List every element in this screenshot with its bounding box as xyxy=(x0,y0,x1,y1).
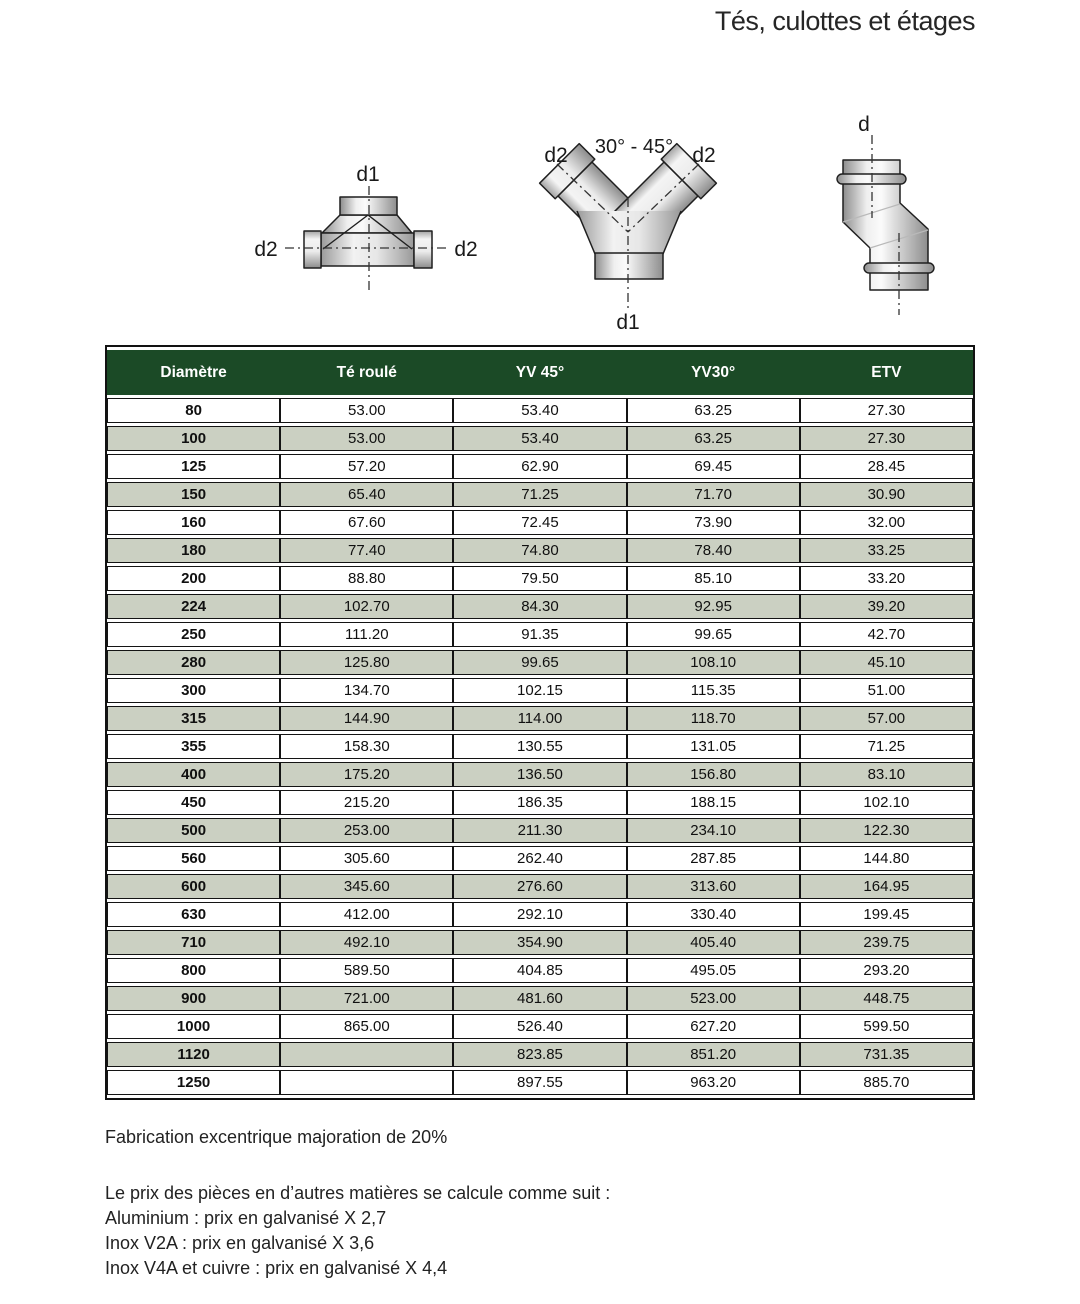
pricing-notes xyxy=(105,1181,610,1281)
pricing-intro: Le prix des pièces en d’autres matières se calcule comme suit : xyxy=(105,1183,611,1203)
price-cell: 287.85 xyxy=(627,846,800,871)
diameter-cell: 180 xyxy=(107,538,280,563)
note-fabrication: Fabrication excentrique majoration de 20% xyxy=(105,1127,448,1147)
price-cell: 823.85 xyxy=(453,1042,626,1067)
price-cell: 57.20 xyxy=(280,454,453,479)
price-cell: 199.45 xyxy=(800,902,973,927)
price-cell: 125.80 xyxy=(280,650,453,675)
price-cell: 627.20 xyxy=(627,1014,800,1039)
price-cell: 118.70 xyxy=(627,706,800,731)
table-row xyxy=(107,426,973,451)
table-row xyxy=(107,958,973,983)
diameter-cell: 125 xyxy=(107,454,280,479)
column-header-diametre: Diamètre xyxy=(107,350,280,395)
wye-label-d2-right: d2 xyxy=(692,144,716,167)
price-cell: 293.20 xyxy=(800,958,973,983)
price-cell: 33.20 xyxy=(800,566,973,591)
table-row xyxy=(107,398,973,423)
diameter-cell: 1120 xyxy=(107,1042,280,1067)
wye-angle-label: 30° - 45° xyxy=(594,136,674,158)
price-cell: 99.65 xyxy=(627,622,800,647)
price-cell: 51.00 xyxy=(800,678,973,703)
price-cell: 164.95 xyxy=(800,874,973,899)
price-cell: 39.20 xyxy=(800,594,973,619)
price-cell: 99.65 xyxy=(453,650,626,675)
table-row xyxy=(107,510,973,535)
price-cell: 115.35 xyxy=(627,678,800,703)
price-cell: 589.50 xyxy=(280,958,453,983)
price-cell: 354.90 xyxy=(453,930,626,955)
price-cell: 85.10 xyxy=(627,566,800,591)
price-cell: 57.00 xyxy=(800,706,973,731)
table-row xyxy=(107,846,973,871)
diameter-cell: 450 xyxy=(107,790,280,815)
price-cell: 122.30 xyxy=(800,818,973,843)
price-cell: 45.10 xyxy=(800,650,973,675)
table-row xyxy=(107,454,973,479)
tee-label-d2-right: d2 xyxy=(454,238,478,261)
price-cell: 69.45 xyxy=(627,454,800,479)
price-cell: 234.10 xyxy=(627,818,800,843)
price-cell: 30.90 xyxy=(800,482,973,507)
diameter-cell: 300 xyxy=(107,678,280,703)
wye-label-d1: d1 xyxy=(616,311,640,334)
price-cell: 102.10 xyxy=(800,790,973,815)
price-cell: 53.40 xyxy=(453,426,626,451)
price-table-frame xyxy=(105,345,975,1100)
table-row xyxy=(107,986,973,1011)
diameter-cell: 224 xyxy=(107,594,280,619)
diameter-cell: 200 xyxy=(107,566,280,591)
price-cell: 102.70 xyxy=(280,594,453,619)
price-cell: 305.60 xyxy=(280,846,453,871)
price-cell: 599.50 xyxy=(800,1014,973,1039)
price-cell: 851.20 xyxy=(627,1042,800,1067)
diameter-cell: 400 xyxy=(107,762,280,787)
column-header-yv45: YV 45° xyxy=(453,350,626,395)
diameter-cell: 315 xyxy=(107,706,280,731)
diameter-cell: 560 xyxy=(107,846,280,871)
price-cell: 42.70 xyxy=(800,622,973,647)
price-cell: 108.10 xyxy=(627,650,800,675)
diameter-cell: 900 xyxy=(107,986,280,1011)
table-row xyxy=(107,482,973,507)
tee-fitting-diagram xyxy=(254,163,477,292)
table-row xyxy=(107,594,973,619)
price-cell: 27.30 xyxy=(800,426,973,451)
table-row xyxy=(107,1070,973,1095)
price-cell: 84.30 xyxy=(453,594,626,619)
price-cell: 239.75 xyxy=(800,930,973,955)
price-cell: 28.45 xyxy=(800,454,973,479)
price-cell: 448.75 xyxy=(800,986,973,1011)
price-cell: 88.80 xyxy=(280,566,453,591)
table-row xyxy=(107,1042,973,1067)
table-row xyxy=(107,874,973,899)
wye-fitting-diagram xyxy=(540,136,717,334)
price-cell xyxy=(280,1070,453,1095)
table-row xyxy=(107,706,973,731)
price-cell: 215.20 xyxy=(280,790,453,815)
price-cell: 721.00 xyxy=(280,986,453,1011)
price-cell: 102.15 xyxy=(453,678,626,703)
price-cell: 73.90 xyxy=(627,510,800,535)
diameter-cell: 500 xyxy=(107,818,280,843)
price-cell: 865.00 xyxy=(280,1014,453,1039)
price-cell: 130.55 xyxy=(453,734,626,759)
price-cell: 731.35 xyxy=(800,1042,973,1067)
table-row xyxy=(107,650,973,675)
pricing-line-inox-v4a: Inox V4A et cuivre : prix en galvanisé X 4,4 xyxy=(105,1258,448,1278)
price-cell: 114.00 xyxy=(453,706,626,731)
table-row xyxy=(107,818,973,843)
price-cell: 27.30 xyxy=(800,398,973,423)
price-cell: 63.25 xyxy=(627,426,800,451)
price-cell: 186.35 xyxy=(453,790,626,815)
page-title: Tés, culottes et étages xyxy=(714,6,975,36)
price-cell: 67.60 xyxy=(280,510,453,535)
table-row xyxy=(107,566,973,591)
diameter-cell: 1250 xyxy=(107,1070,280,1095)
diameter-cell: 280 xyxy=(107,650,280,675)
price-cell: 62.90 xyxy=(453,454,626,479)
diameter-cell: 600 xyxy=(107,874,280,899)
price-cell: 144.80 xyxy=(800,846,973,871)
price-cell: 136.50 xyxy=(453,762,626,787)
price-cell: 523.00 xyxy=(627,986,800,1011)
price-cell: 65.40 xyxy=(280,482,453,507)
diameter-cell: 630 xyxy=(107,902,280,927)
price-cell: 526.40 xyxy=(453,1014,626,1039)
column-header-te-roule: Té roulé xyxy=(280,350,453,395)
price-cell: 71.70 xyxy=(627,482,800,507)
table-row xyxy=(107,1014,973,1039)
price-cell: 963.20 xyxy=(627,1070,800,1095)
diameter-cell: 250 xyxy=(107,622,280,647)
price-cell: 885.70 xyxy=(800,1070,973,1095)
etv-label-d: d xyxy=(858,113,870,136)
fittings-diagrams xyxy=(230,95,990,345)
price-cell: 78.40 xyxy=(627,538,800,563)
price-cell: 156.80 xyxy=(627,762,800,787)
diameter-cell: 710 xyxy=(107,930,280,955)
price-cell: 405.40 xyxy=(627,930,800,955)
price-cell: 276.60 xyxy=(453,874,626,899)
pricing-line-inox-v2a: Inox V2A : prix en galvanisé X 3,6 xyxy=(105,1233,375,1253)
table-row xyxy=(107,762,973,787)
price-cell xyxy=(280,1042,453,1067)
diameter-cell: 80 xyxy=(107,398,280,423)
price-cell: 495.05 xyxy=(627,958,800,983)
diameter-cell: 1000 xyxy=(107,1014,280,1039)
price-cell: 144.90 xyxy=(280,706,453,731)
column-header-etv: ETV xyxy=(800,350,973,395)
table-row xyxy=(107,678,973,703)
wye-label-d2-left: d2 xyxy=(544,144,568,167)
price-cell: 412.00 xyxy=(280,902,453,927)
price-cell: 74.80 xyxy=(453,538,626,563)
price-cell: 313.60 xyxy=(627,874,800,899)
tee-label-d2-left: d2 xyxy=(254,238,278,261)
price-cell: 188.15 xyxy=(627,790,800,815)
pricing-line-aluminium: Aluminium : prix en galvanisé X 2,7 xyxy=(105,1208,387,1228)
price-cell: 92.95 xyxy=(627,594,800,619)
price-cell: 158.30 xyxy=(280,734,453,759)
price-cell: 253.00 xyxy=(280,818,453,843)
price-cell: 330.40 xyxy=(627,902,800,927)
table-row xyxy=(107,790,973,815)
price-cell: 492.10 xyxy=(280,930,453,955)
tee-label-d1: d1 xyxy=(356,163,380,186)
price-cell: 91.35 xyxy=(453,622,626,647)
price-cell: 111.20 xyxy=(280,622,453,647)
diameter-cell: 100 xyxy=(107,426,280,451)
price-cell: 262.40 xyxy=(453,846,626,871)
price-table xyxy=(107,347,973,1098)
price-cell: 345.60 xyxy=(280,874,453,899)
diameter-cell: 150 xyxy=(107,482,280,507)
table-header-row xyxy=(107,350,973,395)
price-cell: 77.40 xyxy=(280,538,453,563)
diameter-cell: 800 xyxy=(107,958,280,983)
table-row xyxy=(107,902,973,927)
table-row xyxy=(107,538,973,563)
column-header-yv30: YV30° xyxy=(627,350,800,395)
price-cell: 211.30 xyxy=(453,818,626,843)
price-table-body xyxy=(107,398,973,1095)
price-cell: 32.00 xyxy=(800,510,973,535)
price-cell: 53.00 xyxy=(280,426,453,451)
table-row xyxy=(107,734,973,759)
diameter-cell: 355 xyxy=(107,734,280,759)
price-cell: 131.05 xyxy=(627,734,800,759)
price-cell: 404.85 xyxy=(453,958,626,983)
table-row xyxy=(107,930,973,955)
price-cell: 71.25 xyxy=(800,734,973,759)
table-row xyxy=(107,622,973,647)
diameter-cell: 160 xyxy=(107,510,280,535)
price-cell: 71.25 xyxy=(453,482,626,507)
price-cell: 33.25 xyxy=(800,538,973,563)
price-cell: 63.25 xyxy=(627,398,800,423)
price-cell: 134.70 xyxy=(280,678,453,703)
price-cell: 83.10 xyxy=(800,762,973,787)
price-cell: 53.40 xyxy=(453,398,626,423)
price-cell: 292.10 xyxy=(453,902,626,927)
price-cell: 79.50 xyxy=(453,566,626,591)
price-cell: 897.55 xyxy=(453,1070,626,1095)
price-cell: 481.60 xyxy=(453,986,626,1011)
price-cell: 175.20 xyxy=(280,762,453,787)
price-cell: 72.45 xyxy=(453,510,626,535)
etv-fitting-diagram xyxy=(837,113,934,315)
price-cell: 53.00 xyxy=(280,398,453,423)
